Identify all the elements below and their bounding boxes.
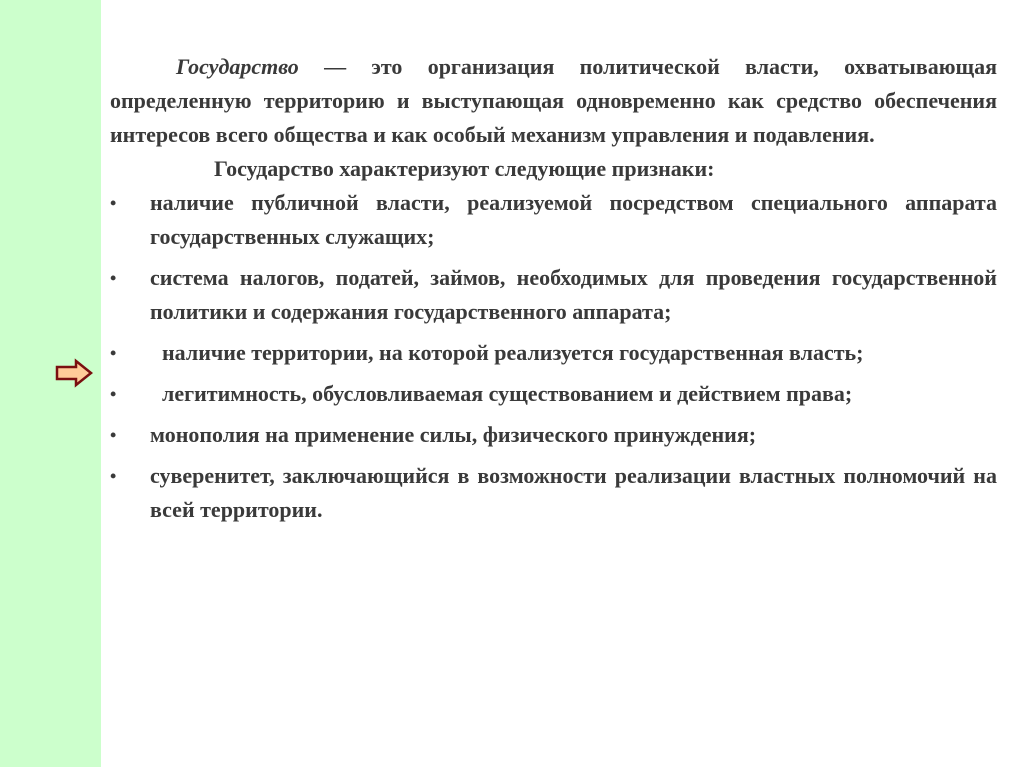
list-item-text: система налогов, податей, займов, необходимых для проведения государственной политики и содержания государственного аппарата; [150, 265, 997, 324]
list-item [110, 377, 997, 411]
bullet-icon: • [110, 384, 117, 404]
list-item-text: монополия на применение силы, физического принуждения; [150, 422, 757, 447]
list-item [110, 186, 997, 254]
list-item-text: суверенитет, заключающийся в возможности реализации властных полномочий на всей территории. [150, 463, 997, 522]
list-item [110, 261, 997, 329]
list-item-text: наличие территории, на которой реализуется государственная власть; [162, 340, 864, 365]
right-arrow-icon [54, 358, 94, 388]
list-item [110, 336, 997, 370]
bullet-icon: • [110, 466, 117, 486]
features-heading: Государство характеризуют следующие признаки: [214, 156, 715, 181]
list-item [110, 418, 997, 452]
bullet-icon: • [110, 343, 117, 363]
list-item [110, 459, 997, 527]
list-item-text: легитимность, обусловливаемая существованием и действием права; [162, 381, 853, 406]
definition-term: Государство [176, 54, 299, 79]
bullet-icon: • [110, 425, 117, 445]
features-list [110, 186, 997, 527]
slide-content [110, 50, 997, 527]
definition-paragraph [110, 50, 997, 152]
list-item-text: наличие публичной власти, реализуемой посредством специального аппарата государственных служащих; [150, 190, 997, 249]
bullet-icon: • [110, 193, 117, 213]
definition-text: — это организация политической власти, охватывающая определенную территорию и выступающая одновременно как средство обеспечения интересов всего общества и как особый механизм управления и подавления. [110, 54, 997, 147]
bullet-icon: • [110, 268, 117, 288]
